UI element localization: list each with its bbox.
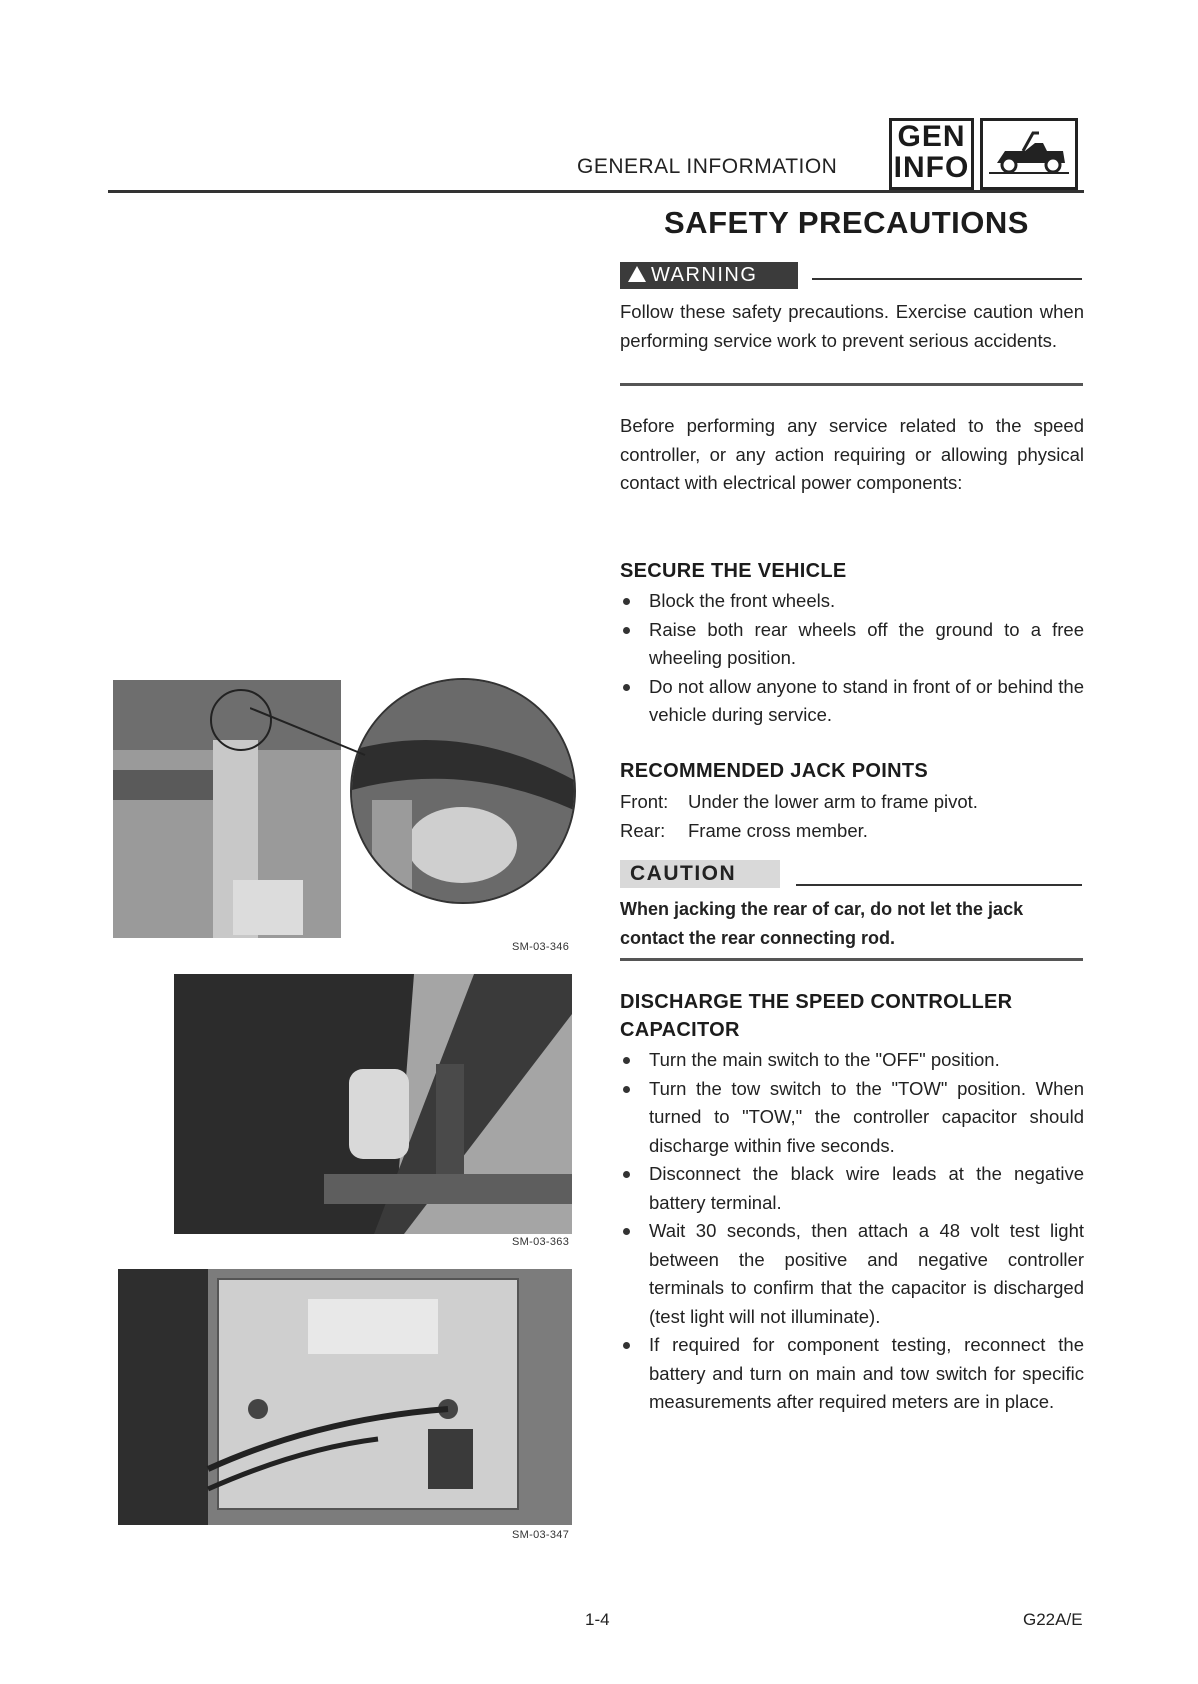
discharge-heading-line-1: DISCHARGE THE SPEED CONTROLLER: [620, 991, 1013, 1013]
caution-text: When jacking the rear of car, do not let the jack contact the rear connecting rod.: [620, 899, 1024, 948]
caution-end-rule: [620, 958, 1083, 961]
secure-heading: SECURE THE VEHICLE: [620, 560, 847, 582]
badge-line-1: GEN: [897, 120, 966, 153]
list-item: Do not allow anyone to stand in front of or behind the vehicle during service.: [620, 673, 1084, 730]
photo-code: SM-03-363: [512, 1236, 570, 1248]
jack-row-rear: [620, 817, 1084, 846]
jack-heading: RECOMMENDED JACK POINTS: [620, 760, 929, 782]
jack-value: Under the lower arm to frame pivot.: [688, 791, 978, 812]
list-item: Raise both rear wheels off the ground to a free wheeling position.: [620, 616, 1084, 673]
page-title: SAFETY PRECAUTIONS: [664, 205, 1029, 240]
jack-key: Front:: [620, 791, 669, 812]
jack-value: Frame cross member.: [688, 819, 868, 841]
caution-label: CAUTION: [620, 860, 780, 888]
speed-controller-photo: [118, 1269, 572, 1525]
intro-paragraph: Before performing any service related to the speed controller, or any action requiring or allowing physical contact with electrical power components:: [620, 415, 1084, 493]
list-item: Block the front wheels.: [620, 587, 1084, 616]
secure-list: [620, 587, 1084, 730]
rear-suspension-photo: [174, 974, 572, 1234]
caution-label-line: [796, 884, 1082, 886]
warning-label-line: [812, 278, 1082, 280]
section-title: GENERAL INFORMATION: [577, 155, 838, 178]
golf-cart-icon: [980, 118, 1078, 190]
badge-line-2: INFO: [893, 151, 970, 184]
jack-key: Rear:: [620, 819, 666, 841]
list-item: Turn the main switch to the "OFF" position.: [620, 1046, 1084, 1075]
warning-end-rule: [620, 383, 1083, 386]
jack-row-front: [620, 788, 1084, 817]
discharge-heading: [620, 988, 1012, 1044]
warning-label-text: WARNING: [651, 264, 758, 286]
header-rule: [108, 190, 1084, 193]
magnified-detail-circle: [350, 678, 576, 904]
discharge-heading-line-2: CAPACITOR: [620, 1019, 740, 1041]
list-item: If required for component testing, reconnect the battery and turn on main and tow switch for specific measurements after required meters are in place.: [620, 1331, 1084, 1417]
list-item: Wait 30 seconds, then attach a 48 volt test light between the positive and negative controller terminals to confirm that the capacitor is discharged (test light will not illuminate).: [620, 1217, 1084, 1331]
callout-line: [250, 700, 370, 760]
discharge-list: [620, 1046, 1084, 1417]
warning-triangle-icon: [628, 266, 646, 282]
gen-info-badge: [889, 118, 974, 190]
jack-points: [620, 788, 1084, 845]
warning-label: [620, 262, 798, 289]
page-number: 1-4: [585, 1610, 610, 1629]
list-item: Turn the tow switch to the "TOW" position. When turned to "TOW," the controller capacitor should discharge within five seconds.: [620, 1075, 1084, 1161]
photo-code: SM-03-346: [512, 941, 570, 953]
warning-text: Follow these safety precautions. Exercise caution when performing service work to prevent serious accidents.: [620, 301, 1084, 351]
list-item: Disconnect the black wire leads at the negative battery terminal.: [620, 1160, 1084, 1217]
model-code: G22A/E: [1023, 1610, 1083, 1629]
photo-code: SM-03-347: [512, 1529, 570, 1541]
